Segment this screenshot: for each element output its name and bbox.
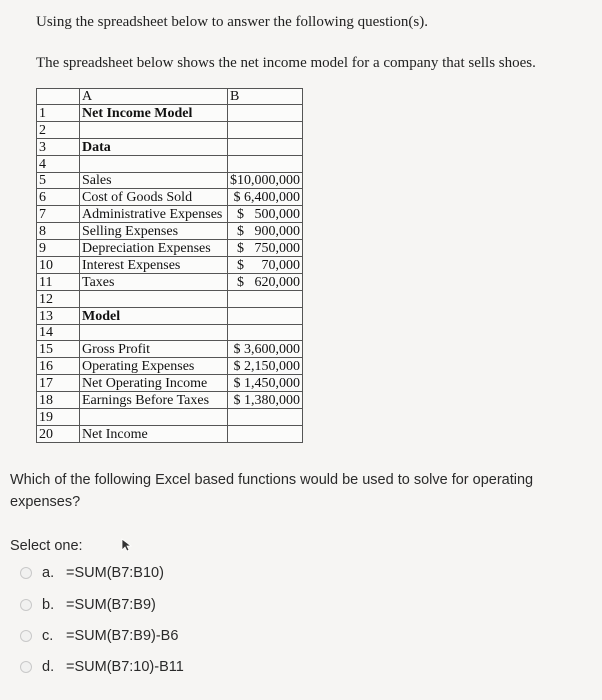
- answer-option[interactable]: [20, 656, 184, 678]
- row-number: 6: [37, 189, 80, 206]
- cell-a: Net Income Model: [80, 105, 228, 122]
- cell-b: [228, 307, 303, 324]
- cell-b: $ 6,400,000: [228, 189, 303, 206]
- cell-a: [80, 409, 228, 426]
- row-number: 1: [37, 105, 80, 122]
- row-number: 19: [37, 409, 80, 426]
- cell-b: [228, 409, 303, 426]
- cell-b: $10,000,000: [228, 172, 303, 189]
- column-header-row: [37, 89, 303, 105]
- cell-b: [228, 138, 303, 155]
- sheet-row: [37, 240, 303, 257]
- cell-a: Selling Expenses: [80, 223, 228, 240]
- column-header-b: B: [228, 89, 303, 105]
- sheet-row: [37, 189, 303, 206]
- cell-b: [228, 155, 303, 172]
- cell-b: $ 3,600,000: [228, 341, 303, 358]
- row-number: 17: [37, 375, 80, 392]
- cell-b: $ 70,000: [228, 257, 303, 274]
- sheet-row: [37, 121, 303, 138]
- row-number: 14: [37, 324, 80, 341]
- row-number: 3: [37, 138, 80, 155]
- row-number: 20: [37, 425, 80, 442]
- answer-option[interactable]: [20, 562, 164, 584]
- cell-a: Interest Expenses: [80, 257, 228, 274]
- sheet-row: [37, 358, 303, 375]
- option-letter: a.: [42, 565, 55, 581]
- row-number: 11: [37, 273, 80, 290]
- radio-circle-icon[interactable]: [20, 599, 32, 611]
- cell-a: Depreciation Expenses: [80, 240, 228, 257]
- sheet-row: [37, 172, 303, 189]
- sheet-row: [37, 392, 303, 409]
- row-number: 10: [37, 257, 80, 274]
- sheet-row: [37, 425, 303, 442]
- column-header-a: A: [80, 89, 228, 105]
- cell-a: Model: [80, 307, 228, 324]
- option-formula: =SUM(B7:B9): [66, 597, 156, 613]
- sheet-row: [37, 307, 303, 324]
- cell-b: $ 1,380,000: [228, 392, 303, 409]
- mouse-pointer-icon: [121, 538, 133, 552]
- row-number: 13: [37, 307, 80, 324]
- cell-a: [80, 121, 228, 138]
- question-text: Which of the following Excel based functions would be used to solve for operating expenses?: [10, 472, 534, 510]
- cell-b: [228, 105, 303, 122]
- cell-b: [228, 324, 303, 341]
- cell-a: Gross Profit: [80, 341, 228, 358]
- cell-b: [228, 290, 303, 307]
- sheet-row: [37, 138, 303, 155]
- cell-a: Operating Expenses: [80, 358, 228, 375]
- sheet-row: [37, 341, 303, 358]
- cell-a: Data: [80, 138, 228, 155]
- row-number: 9: [37, 240, 80, 257]
- cell-b: $ 620,000: [228, 273, 303, 290]
- row-number: 12: [37, 290, 80, 307]
- sheet-row: [37, 206, 303, 223]
- sheet-row: [37, 273, 303, 290]
- row-number: 5: [37, 172, 80, 189]
- sheet-row: [37, 409, 303, 426]
- intro-instruction: Using the spreadsheet below to answer the following question(s).: [36, 14, 428, 30]
- row-number: 2: [37, 121, 80, 138]
- cell-a: [80, 290, 228, 307]
- sheet-row: [37, 223, 303, 240]
- intro-description: The spreadsheet below shows the net income model for a company that sells shoes.: [36, 55, 536, 71]
- row-number: 8: [37, 223, 80, 240]
- sheet-row: [37, 290, 303, 307]
- cell-b: $ 500,000: [228, 206, 303, 223]
- sheet-row: [37, 375, 303, 392]
- option-letter: b.: [42, 597, 55, 613]
- cell-b: $ 900,000: [228, 223, 303, 240]
- cell-b: $ 1,450,000: [228, 375, 303, 392]
- cell-a: Earnings Before Taxes: [80, 392, 228, 409]
- cell-a: Net Income: [80, 425, 228, 442]
- cell-a: [80, 155, 228, 172]
- radio-circle-icon[interactable]: [20, 630, 32, 642]
- answer-option[interactable]: [20, 594, 156, 616]
- sheet-row: [37, 257, 303, 274]
- option-formula: =SUM(B7:10)-B11: [66, 659, 184, 675]
- cell-b: $ 2,150,000: [228, 358, 303, 375]
- sheet-row: [37, 324, 303, 341]
- row-number: 4: [37, 155, 80, 172]
- cell-b: $ 750,000: [228, 240, 303, 257]
- sheet-row: [37, 155, 303, 172]
- cell-a: Sales: [80, 172, 228, 189]
- cell-b: [228, 425, 303, 442]
- spreadsheet: [36, 88, 303, 443]
- row-number: 15: [37, 341, 80, 358]
- option-formula: =SUM(B7:B10): [66, 565, 164, 581]
- radio-circle-icon[interactable]: [20, 661, 32, 673]
- row-number: 18: [37, 392, 80, 409]
- row-number: 7: [37, 206, 80, 223]
- corner-cell: [37, 89, 80, 105]
- sheet-row: [37, 105, 303, 122]
- option-formula: =SUM(B7:B9)-B6: [66, 628, 179, 644]
- select-one-label: Select one:: [10, 538, 83, 554]
- answer-option[interactable]: [20, 625, 178, 647]
- cell-a: Administrative Expenses: [80, 206, 228, 223]
- cell-b: [228, 121, 303, 138]
- cell-a: Net Operating Income: [80, 375, 228, 392]
- radio-circle-icon[interactable]: [20, 567, 32, 579]
- cell-a: Taxes: [80, 273, 228, 290]
- option-letter: c.: [42, 628, 54, 644]
- row-number: 16: [37, 358, 80, 375]
- option-letter: d.: [42, 659, 55, 675]
- cell-a: [80, 324, 228, 341]
- cell-a: Cost of Goods Sold: [80, 189, 228, 206]
